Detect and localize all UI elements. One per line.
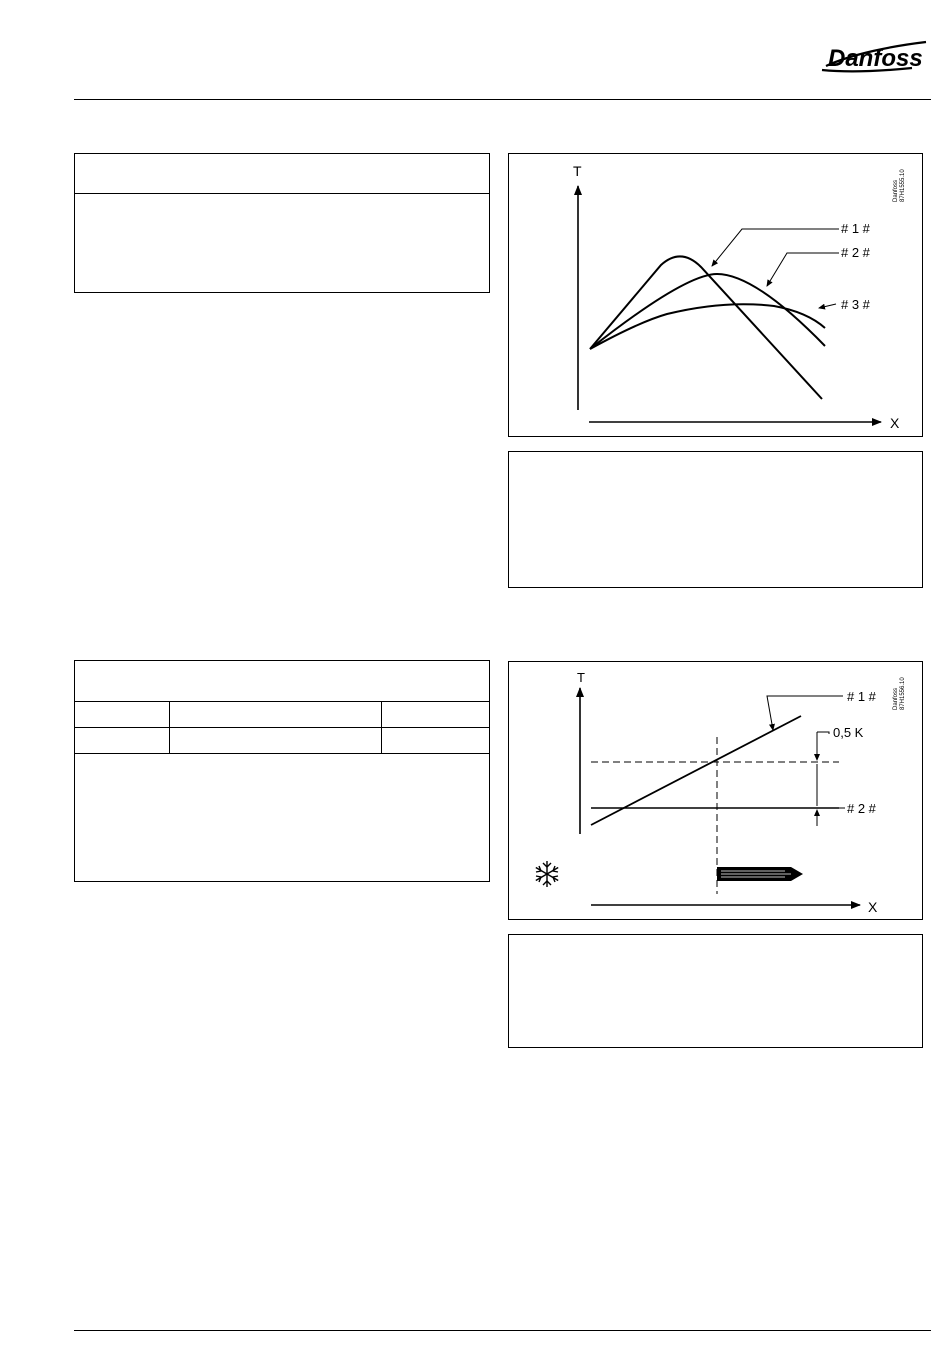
- y-axis-label: T: [573, 163, 582, 179]
- curve-2: [590, 274, 825, 349]
- x-axis-label: X: [890, 415, 900, 431]
- callout-3-label: # 3 #: [841, 297, 870, 312]
- figure-2-frame: [508, 661, 923, 920]
- callout-1-label: # 1 #: [841, 221, 870, 236]
- table-row-divider-2: [75, 753, 489, 754]
- table-column-divider-2: [381, 701, 382, 753]
- figure-code-line-2: 87H1556.10: [900, 677, 906, 710]
- table-box: [74, 660, 490, 882]
- figure-1-frame: [508, 153, 923, 437]
- table-header-divider: [75, 701, 489, 702]
- text-box-1: [74, 153, 490, 293]
- callout-3-leader: [819, 304, 836, 308]
- caption-box-1: [508, 451, 923, 588]
- figure-2-graph: [509, 662, 922, 919]
- footer-rule: [74, 1330, 931, 1331]
- figure-1-graph: [509, 154, 922, 436]
- caption-box-2: [508, 934, 923, 1048]
- callout-2-leader: [767, 253, 839, 286]
- snowflake-icon: [536, 861, 558, 887]
- curve-1: [590, 256, 822, 399]
- x-axis-label: X: [868, 899, 878, 915]
- callout-2-label: # 2 #: [847, 801, 876, 816]
- figure-code-line-2: 87H1555.10: [900, 169, 906, 202]
- logo-wordmark: Danfoss: [828, 45, 923, 72]
- header-rule: [74, 99, 931, 100]
- figure-code-line-1: Danfoss: [893, 179, 899, 202]
- callout-1-leader: [712, 229, 839, 266]
- callout-1-leader: [767, 696, 843, 730]
- table-row-divider-1: [75, 727, 489, 728]
- curve-3: [590, 304, 825, 349]
- figure-code-line-1: Danfoss: [893, 687, 899, 710]
- danfoss-logo: [812, 32, 930, 80]
- callout-2-label: # 2 #: [841, 245, 870, 260]
- table-column-divider-1: [169, 701, 170, 753]
- text-box-1-header-divider: [75, 193, 489, 194]
- callout-1-label: # 1 #: [847, 689, 876, 704]
- dimension-label: 0,5 K: [833, 725, 864, 740]
- y-axis-label: T: [577, 670, 585, 685]
